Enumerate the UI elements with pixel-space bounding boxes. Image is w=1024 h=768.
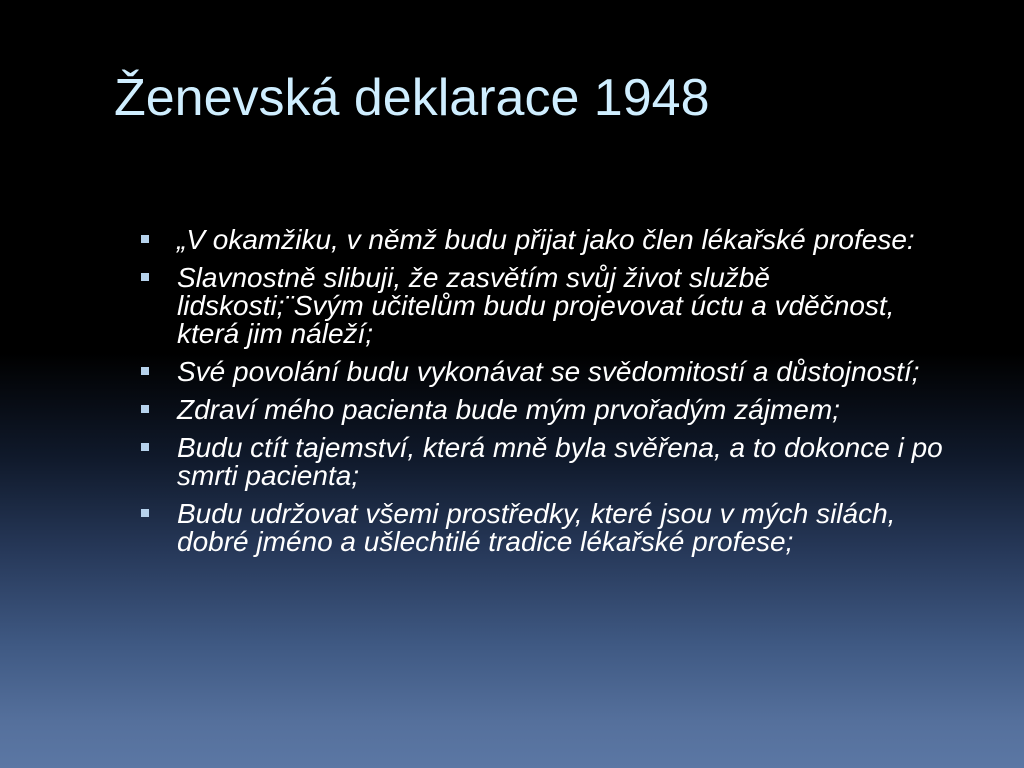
slide-title: Ženevská deklarace 1948 [114,69,710,127]
square-bullet-icon [141,443,149,451]
bullet-text: Zdraví mého pacienta bude mým prvořadým zájmem; [177,394,840,425]
square-bullet-icon [141,405,149,413]
square-bullet-icon [141,235,149,243]
bullet-item [140,358,950,386]
square-bullet-icon [141,509,149,517]
bullet-item [140,434,950,490]
square-bullet-icon [141,367,149,375]
bullet-item [140,264,950,348]
bullet-text: Budu udržovat všemi prostředky, které jsou v mých silách, dobré jméno a ušlechtilé tradice lékařské profese; [177,498,896,557]
square-bullet-icon [141,273,149,281]
bullet-item [140,226,950,254]
bullet-item [140,500,950,556]
bullet-text: Slavnostně slibuji, že zasvětím svůj život službě lidskosti;¨Svým učitelům budu projevovat úctu a vděčnost, která jim náleží; [177,262,895,349]
bullet-list [140,226,950,566]
bullet-item [140,396,950,424]
bullet-text: „V okamžiku, v němž budu přijat jako člen lékařské profese: [177,224,915,255]
bullet-text: Budu ctít tajemství, která mně byla svěřena, a to dokonce i po smrti pacienta; [177,432,943,491]
bullet-text: Své povolání budu vykonávat se svědomitostí a důstojností; [177,356,920,387]
